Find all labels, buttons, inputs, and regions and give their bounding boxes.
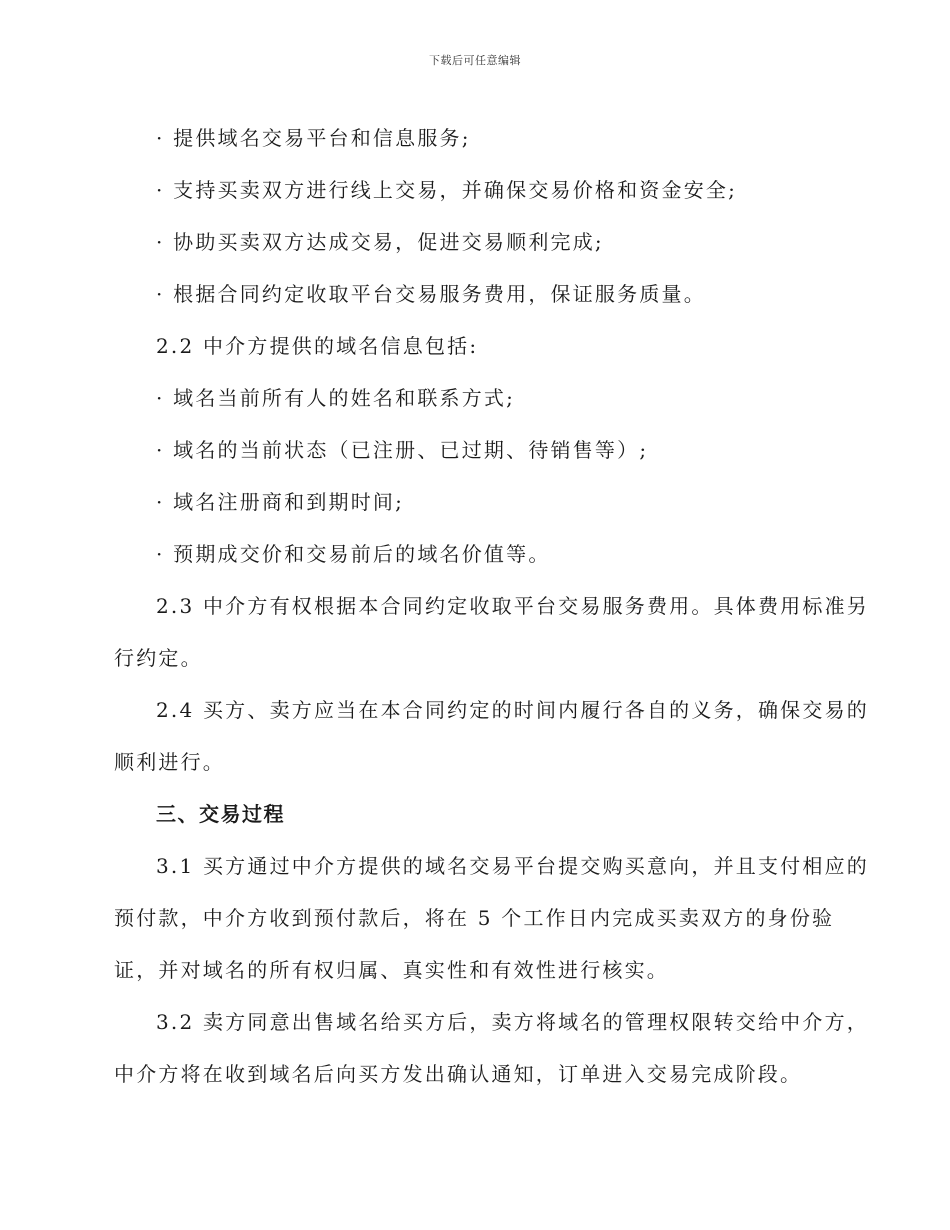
paragraph-line: 中介方将在收到域名后向买方发出确认通知，订单进入交易完成阶段。 [114,1062,803,1086]
document-body [114,112,869,1100]
page-header: 下载后可任意编辑 [429,54,521,67]
list-item: · 预期成交价和交易前后的域名价值等。 [156,542,551,566]
paragraph-line: 2.3 中介方有权根据本合同约定收取平台交易服务费用。具体费用标准另 [156,594,869,618]
paragraph-line: 证，并对域名的所有权归属、真实性和有效性进行核实。 [114,958,669,982]
paragraph-line: 行约定。 [114,646,203,670]
list-item: · 域名的当前状态（已注册、已过期、待销售等）; [156,438,649,462]
paragraph-line: 3.2 卖方同意出售域名给买方后，卖方将域名的管理权限转交给中介方， [156,1010,869,1034]
paragraph-line: 3.1 买方通过中介方提供的域名交易平台提交购买意向，并且支付相应的 [156,854,869,878]
section-heading: 三、交易过程 [156,802,285,826]
list-item: · 域名当前所有人的姓名和联系方式; [156,386,516,410]
paragraph-line: 预付款，中介方收到预付款后，将在 5 个工作日内完成买卖双方的身份验 [114,906,835,930]
paragraph-line: 顺利进行。 [114,750,225,774]
list-item: · 提供域名交易平台和信息服务; [156,126,471,150]
list-item: · 根据合同约定收取平台交易服务费用，保证服务质量。 [156,282,706,306]
list-item: · 域名注册商和到期时间; [156,490,405,514]
list-item: · 支持买卖双方进行线上交易，并确保交易价格和资金安全; [156,178,738,202]
paragraph-line: 2.2 中介方提供的域名信息包括: [156,334,479,358]
list-item: · 协助买卖双方达成交易，促进交易顺利完成; [156,230,604,254]
paragraph-line: 2.4 买方、卖方应当在本合同约定的时间内履行各自的义务，确保交易的 [156,698,869,722]
